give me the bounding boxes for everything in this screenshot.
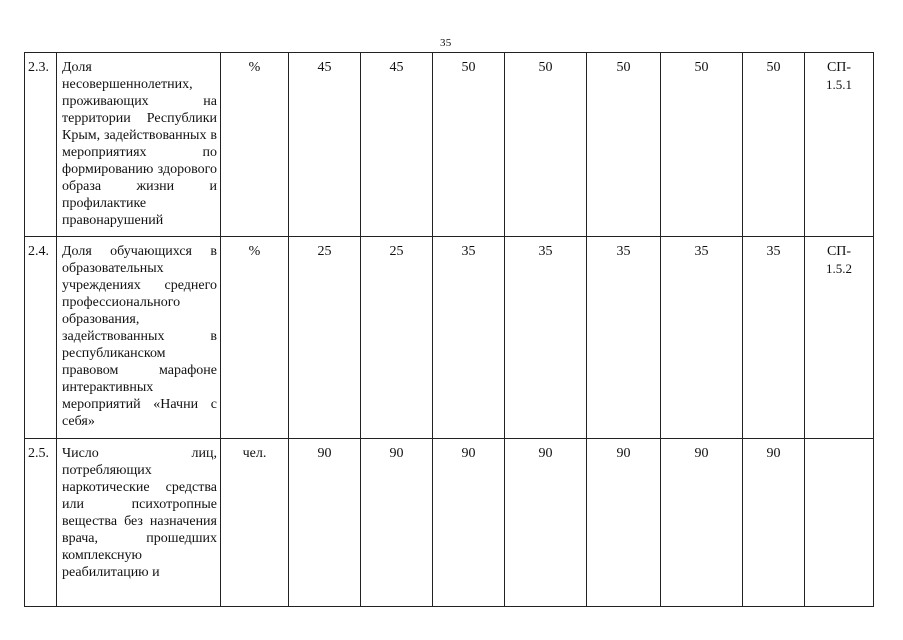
indicator-name: Число лиц, потребляющих наркотические средства или психотропные вещества без назначения врача, прошедших комплексную реабилитацию и [57,439,221,607]
value-cell: 90 [433,439,505,607]
value-cell: 90 [587,439,661,607]
reference-cell [805,53,874,237]
value-cell: 35 [743,237,805,439]
reference-cell [805,237,874,439]
table-row [25,53,874,237]
reference-code: 1.5.1 [826,77,852,92]
value-cell: 25 [289,237,361,439]
reference-code: 1.5.2 [826,261,852,276]
value-cell: 45 [289,53,361,237]
value-cell: 90 [289,439,361,607]
page-number: 35 [440,37,452,49]
reference-prefix: СП- [826,60,852,75]
table-row [25,237,874,439]
value-cell: 50 [587,53,661,237]
indicator-name: Доля несовершеннолетних, проживающих на территории Республики Крым, задействованных в мероприятиях по формированию здорового образа жизни и профилактике правонарушений [57,53,221,237]
value-cell: 45 [361,53,433,237]
unit-cell: % [221,53,289,237]
value-cell: 90 [661,439,743,607]
reference-prefix: СП- [826,244,852,259]
value-cell: 35 [505,237,587,439]
unit-cell: % [221,237,289,439]
indicator-table [24,52,874,607]
value-cell: 35 [433,237,505,439]
indicator-name: Доля обучающихся в образовательных учреждениях среднего профессионального образования, задействованных в республиканском правовом марафоне интерактивных мероприятий «Начни с себя» [57,237,221,439]
value-cell: 90 [505,439,587,607]
value-cell: 50 [743,53,805,237]
value-cell: 50 [433,53,505,237]
value-cell: 35 [661,237,743,439]
unit-cell: чел. [221,439,289,607]
value-cell: 50 [505,53,587,237]
value-cell: 50 [661,53,743,237]
row-number: 2.4. [25,237,57,439]
row-number: 2.5. [25,439,57,607]
value-cell: 35 [587,237,661,439]
value-cell: 25 [361,237,433,439]
reference-cell [805,439,874,607]
value-cell: 90 [743,439,805,607]
value-cell: 90 [361,439,433,607]
row-number: 2.3. [25,53,57,237]
table-row [25,439,874,607]
